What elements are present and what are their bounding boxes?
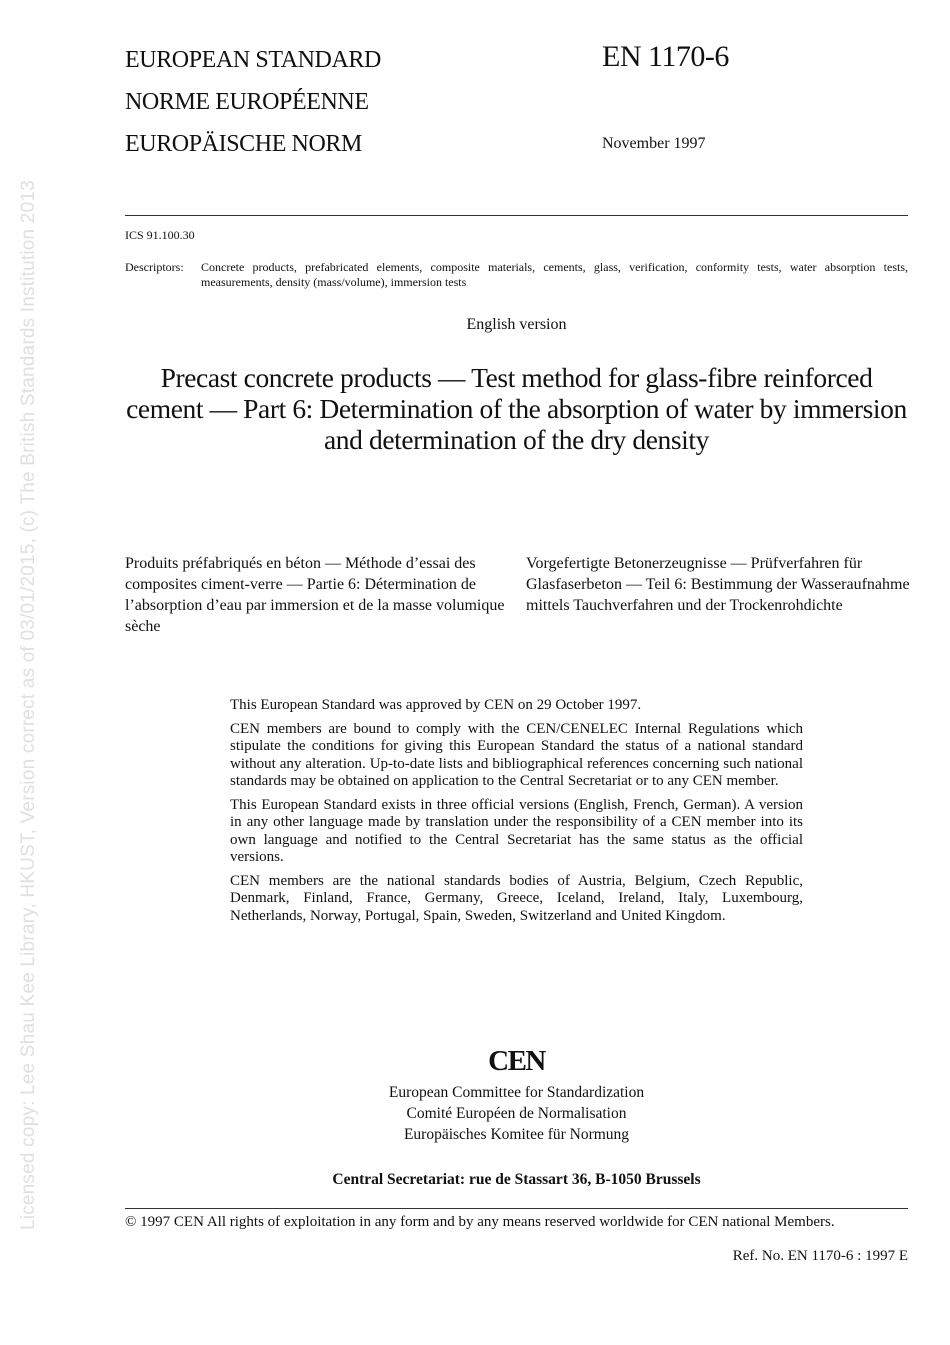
document-title: Precast concrete products — Test method for glass-fibre reinforced cement — Part 6: Determination of the absorption of water by immersion and determination of the dry density	[126, 362, 907, 455]
members-paragraph: CEN members are the national standards bodies of Austria, Belgium, Czech Republic, Denmark, Finland, France, Germany, Greece, Iceland, Ireland, Italy, Luxembourg, Netherlands, Norway, Portugal, Spain, Sweden, Switzerland and United Kingdom.	[230, 872, 803, 924]
copyright-notice: © 1997 CEN All rights of exploitation in any form and by any means reserved worldwide for CEN national Members.	[125, 1214, 835, 1230]
cen-name-french: Comité Européen de Normalisation	[406, 1105, 627, 1122]
regulations-paragraph: CEN members are bound to comply with the CEN/CENELEC Internal Regulations which stipulate the conditions for giving this European Standard the status of a national standard without any alteration. Up-to-date lists and bibliographical references concerning such national standards may be obtained on application to the Central Secretariat or to any CEN member.	[230, 720, 803, 789]
approval-notice	[230, 697, 803, 931]
versions-paragraph: This European Standard exists in three official versions (English, French, German). A version in any other language made by translation under the responsibility of a CEN member into its own language and notified to the Central Secretariat has the same status as the official versions.	[230, 796, 803, 865]
header-title-en: EUROPEAN STANDARD	[125, 47, 381, 73]
central-secretariat-address: Central Secretariat: rue de Stassart 36, B-1050 Brussels	[332, 1171, 701, 1188]
title-french: Produits préfabriqués en béton — Méthode d’essai des composites ciment-verre — Partie 6: Détermination de l’absorption d’eau par immersion et de la masse volumique sèche	[125, 555, 505, 635]
header-title-de: EUROPÄISCHE NORM	[125, 131, 362, 157]
header-divider	[125, 215, 908, 216]
language-version: English version	[466, 316, 567, 333]
title-german: Vorgefertigte Betonerzeugnisse — Prüfverfahren für Glasfaserbeton — Teil 6: Bestimmung der Wasseraufnahme mittels Tauchverfahren und der Trockenrohdichte	[526, 555, 910, 614]
cen-logo: CEN	[488, 1045, 545, 1077]
license-watermark: Licensed copy: Lee Shau Kee Library, HKUST, Version correct as of 03/01/2015, (c) The British Standards Institution 2013	[18, 180, 39, 1230]
approval-statement: This European Standard was approved by CEN on 29 October 1997.	[230, 697, 642, 713]
header-title-fr: NORME EUROPÉENNE	[125, 89, 369, 115]
standard-number: EN 1170-6	[602, 40, 729, 73]
descriptors-label: Descriptors:	[125, 260, 184, 274]
cen-name-german: Europäisches Komitee für Normung	[403, 1126, 630, 1143]
descriptors-text: Concrete products, prefabricated elements, composite materials, cements, glass, verification, conformity tests, water absorption tests, measurements, density (mass/volume), immersion tests	[201, 260, 908, 289]
ics-code: ICS 91.100.30	[125, 228, 195, 242]
cen-name-english: European Committee for Standardization	[388, 1084, 645, 1101]
publication-date: November 1997	[602, 135, 706, 152]
reference-number: Ref. No. EN 1170-6 : 1997 E	[732, 1248, 908, 1264]
footer-divider	[125, 1208, 908, 1209]
